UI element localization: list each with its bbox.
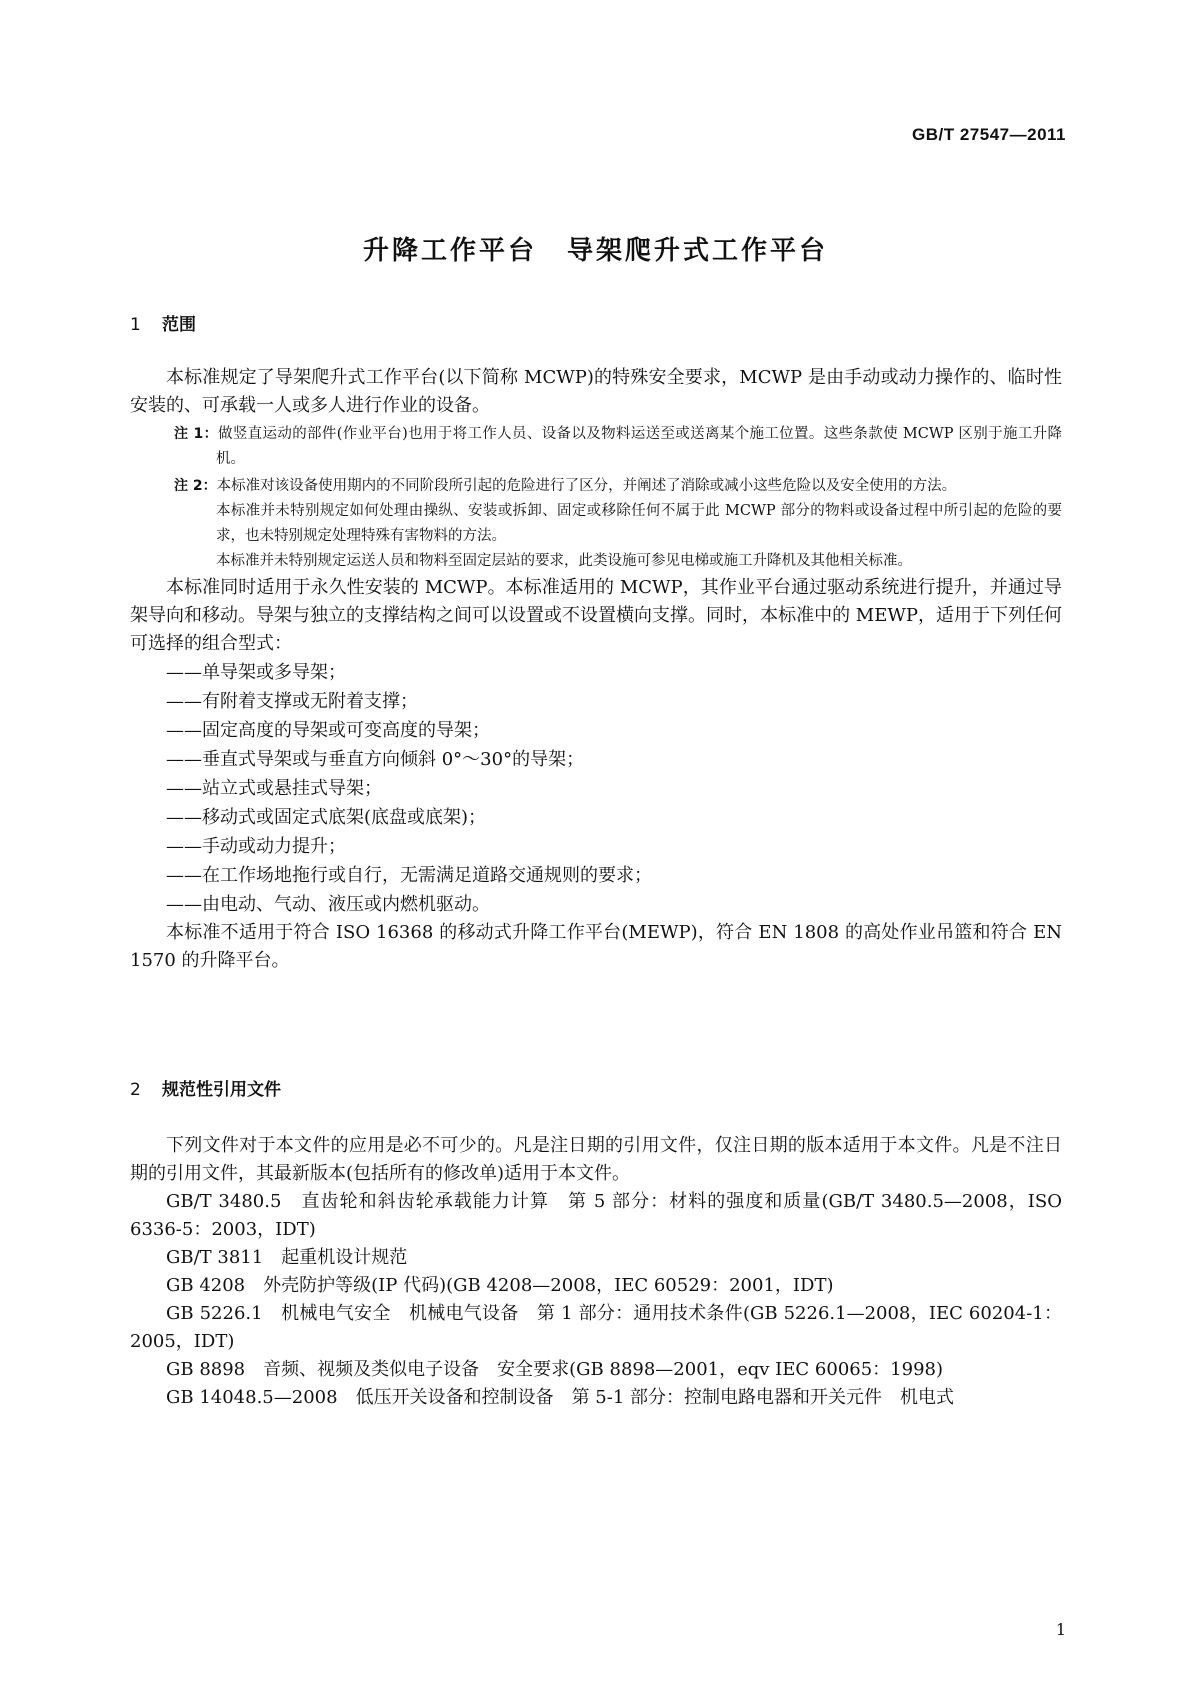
list-item: ——站立式或悬挂式导架；: [166, 778, 382, 799]
document-title: [0, 230, 1191, 267]
title-part-2: 导架爬升式工作平台: [567, 236, 829, 266]
section-2-number: 2: [130, 1080, 141, 1100]
list-item: ——手动或动力提升；: [166, 836, 346, 857]
list-item: ——单导架或多导架；: [166, 662, 346, 683]
note-1-text: 做竖直运动的部件(作业平台)也用于将工作人员、设备以及物料运送至或送离某个施工位置。这些条款使 MCWP 区别于施工升降机。: [216, 426, 1062, 467]
note-1-label: 注 1：: [174, 426, 218, 442]
note-2-paragraph-2: 本标准并未特别规定如何处理由操纵、安装或拆卸、固定或移除任何不属于此 MCWP 部分的物料或设备过程中所引起的危险的要求，也未特别规定处理特殊有害物料的方法。: [216, 503, 1062, 544]
note-2: [130, 474, 1062, 574]
reference-item: GB/T 3811 起重机设计规范: [166, 1247, 408, 1268]
list-item: ——由电动、气动、液压或内燃机驱动。: [166, 894, 490, 915]
references-intro: 下列文件对于本文件的应用是必不可少的。凡是注日期的引用文件，仅注日期的版本适用于本文件。凡是不注日期的引用文件，其最新版本(包括所有的修改单)适用于本文件。: [130, 1135, 1062, 1184]
reference-item: GB 14048.5—2008 低压开关设备和控制设备 第 5-1 部分：控制电路电器和开关元件 机电式: [166, 1387, 954, 1408]
reference-item: GB/T 3480.5 直齿轮和斜齿轮承载能力计算 第 5 部分：材料的强度和质量(GB/T 3480.5—2008，ISO 6336-5：2003，IDT): [130, 1191, 1062, 1240]
section-1-number: 1: [130, 315, 141, 335]
section-1-body: [130, 364, 1062, 975]
reference-item: GB 8898 音频、视频及类似电子设备 安全要求(GB 8898—2001，eqv IEC 60065：1998): [166, 1359, 944, 1380]
page-number: 1: [1055, 1620, 1066, 1639]
standard-number: GB/T 27547—2011: [912, 125, 1066, 144]
scope-paragraph-2: 本标准同时适用于永久性安装的 MCWP。本标准适用的 MCWP，其作业平台通过驱动系统进行提升，并通过导架导向和移动。导架与独立的支撑结构之间可以设置或不设置横向支撑。同时，本标准中的 MEWP，适用于下列任何可选择的组合型式：: [130, 577, 1062, 654]
list-item: ——垂直式导架或与垂直方向倾斜 0°～30°的导架；: [166, 749, 585, 770]
list-item: ——有附着支撑或无附着支撑；: [166, 691, 418, 712]
title-part-1: 升降工作平台: [362, 236, 537, 266]
note-2-paragraph-3: 本标准并未特别规定运送人员和物料至固定层站的要求，此类设施可参见电梯或施工升降机及其他相关标准。: [216, 553, 912, 569]
reference-item: GB 5226.1 机械电气安全 机械电气设备 第 1 部分：通用技术条件(GB 5226.1—2008，IEC 60204-1：2005，IDT): [130, 1303, 1062, 1352]
section-2-heading: [130, 1075, 281, 1100]
list-item: ——移动式或固定式底架(底盘或底架)；: [166, 807, 487, 828]
section-2-body: [130, 1132, 1062, 1412]
note-2-text: 本标准对该设备使用期内的不同阶段所引起的危险进行了区分，并阐述了消除或减小这些危险以及安全使用的方法。: [216, 478, 957, 494]
note-1: [130, 422, 1062, 472]
section-2-title: 规范性引用文件: [162, 1080, 281, 1100]
list-item: ——固定高度的导架或可变高度的导架；: [166, 720, 490, 741]
scope-paragraph-1: 本标准规定了导架爬升式工作平台(以下简称 MCWP)的特殊安全要求，MCWP 是由手动或动力操作的、临时性安装的、可承载一人或多人进行作业的设备。: [130, 367, 1062, 416]
scope-paragraph-3: 本标准不适用于符合 ISO 16368 的移动式升降工作平台(MEWP)，符合 EN 1808 的高处作业吊篮和符合 EN 1570 的升降平台。: [130, 922, 1062, 971]
note-2-label: 注 2：: [174, 478, 217, 494]
section-1-title: 范围: [162, 315, 196, 335]
section-1-heading: [130, 310, 196, 335]
reference-item: GB 4208 外壳防护等级(IP 代码)(GB 4208—2008，IEC 60529：2001，IDT): [166, 1275, 834, 1296]
list-item: ——在工作场地拖行或自行，无需满足道路交通规则的要求；: [166, 865, 652, 886]
